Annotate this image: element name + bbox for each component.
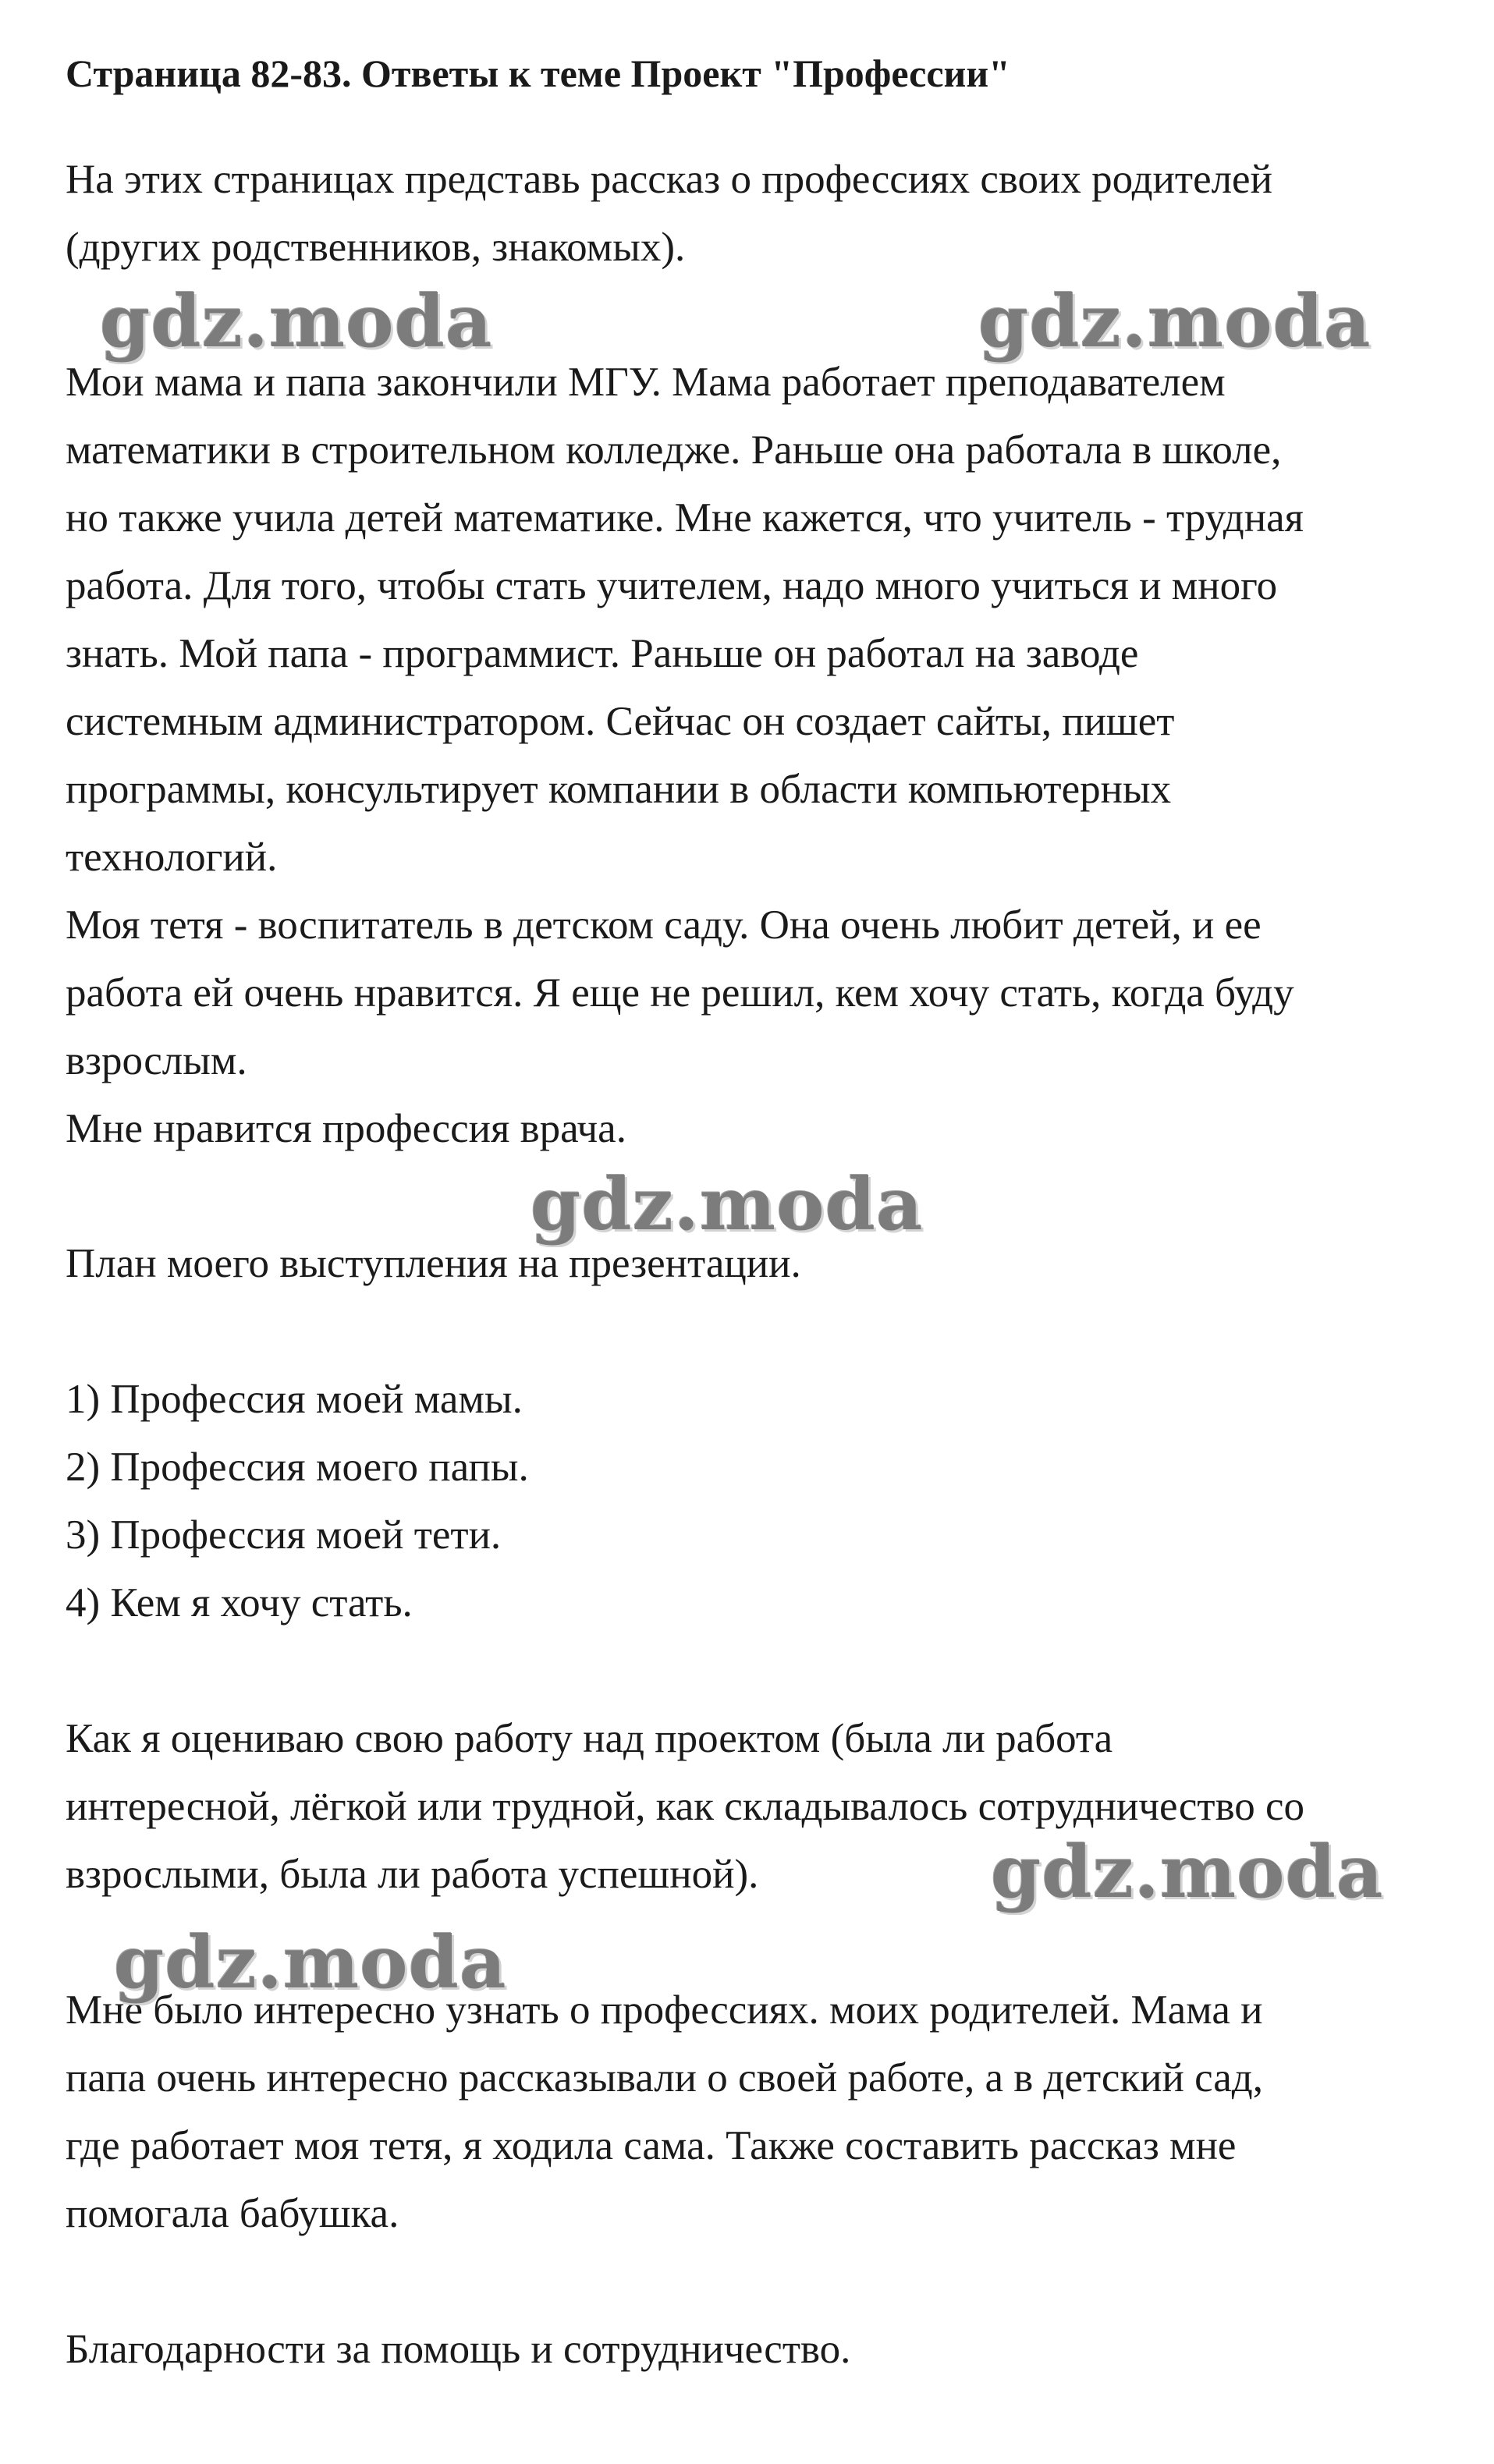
thanks-line: Благодарности за помощь и сотрудничество. bbox=[66, 2327, 851, 2372]
watermark: gdz.moda bbox=[114, 1920, 507, 2005]
evaluation-question-line: Как я оцениваю свою работу над проектом (была ли работа bbox=[66, 1716, 1113, 1761]
watermark: gdz.moda bbox=[978, 279, 1372, 363]
story-line: знать. Мой папа - программист. Раньше он работал на заводе bbox=[66, 631, 1139, 676]
intro-line: (других родственников, знакомых). bbox=[66, 225, 686, 270]
watermark: gdz.moda bbox=[531, 1162, 924, 1246]
story-line: Мои мама и папа закончили МГУ. Мама работает преподавателем bbox=[66, 360, 1226, 405]
page-title: Страница 82-83. Ответы к теме Проект "Профессии" bbox=[66, 51, 1010, 95]
story-line: Моя тетя - воспитатель в детском саду. Она очень любит детей, и ее bbox=[66, 902, 1262, 948]
plan-item: 1) Профессия моей мамы. bbox=[66, 1377, 523, 1422]
plan-item: 4) Кем я хочу стать. bbox=[66, 1580, 413, 1626]
watermark: gdz.moda bbox=[991, 1830, 1384, 1914]
plan-heading: План моего выступления на презентации. bbox=[66, 1241, 801, 1286]
evaluation-answer-line: помогала бабушка. bbox=[66, 2191, 399, 2236]
plan-item: 2) Профессия моего папы. bbox=[66, 1445, 529, 1490]
evaluation-question-line: интересной, лёгкой или трудной, как складывалось сотрудничество со bbox=[66, 1784, 1305, 1829]
story-line: но также учила детей математике. Мне кажется, что учитель - трудная bbox=[66, 495, 1304, 541]
story-line: работа ей очень нравится. Я еще не решил, кем хочу стать, когда буду bbox=[66, 970, 1294, 1016]
story-line: технологий. bbox=[66, 835, 278, 880]
watermark: gdz.moda bbox=[100, 279, 493, 363]
intro-line: На этих страницах представь рассказ о профессиях своих родителей bbox=[66, 157, 1272, 202]
evaluation-answer-line: Мне было интересно узнать о профессиях. моих родителей. Мама и bbox=[66, 1987, 1263, 2033]
story-line: программы, консультирует компании в области компьютерных bbox=[66, 767, 1172, 812]
story-line: системным администратором. Сейчас он создает сайты, пишет bbox=[66, 699, 1175, 744]
story-line: математики в строительном колледже. Раньше она работала в школе, bbox=[66, 427, 1282, 473]
plan-item: 3) Профессия моей тети. bbox=[66, 1512, 502, 1558]
story-line: Мне нравится профессия врача. bbox=[66, 1106, 626, 1151]
story-line: взрослым. bbox=[66, 1038, 247, 1083]
story-line: работа. Для того, чтобы стать учителем, надо много учиться и много bbox=[66, 563, 1278, 608]
evaluation-answer-line: папа очень интересно рассказывали о своей работе, а в детский сад, bbox=[66, 2055, 1263, 2101]
evaluation-question-line: взрослыми, была ли работа успешной). bbox=[66, 1852, 759, 1897]
evaluation-answer-line: где работает моя тетя, я ходила сама. Также составить рассказ мне bbox=[66, 2123, 1237, 2168]
